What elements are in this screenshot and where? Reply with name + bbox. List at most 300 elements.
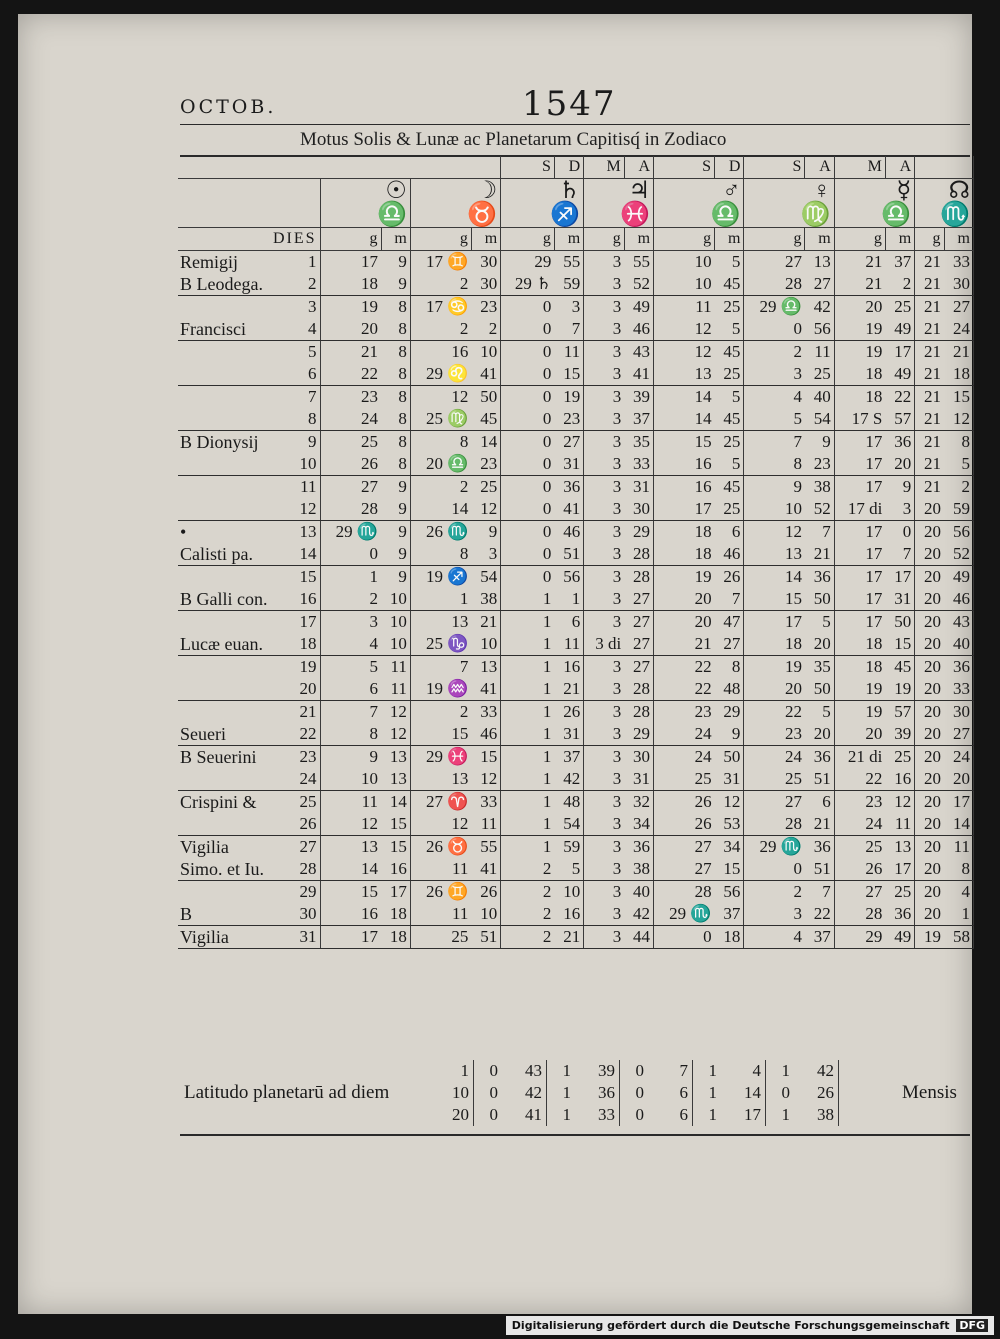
zodiac-sign: ♏ bbox=[940, 202, 970, 228]
latitude-value: 6 bbox=[648, 1082, 693, 1104]
day-number: 16 bbox=[280, 588, 320, 611]
position-value: 3 bbox=[554, 296, 583, 319]
unit-m: m bbox=[554, 228, 583, 251]
position-value: 21 bbox=[915, 453, 944, 476]
planet-symbol: ☊ bbox=[948, 178, 970, 204]
position-value: 3 bbox=[612, 522, 622, 541]
position-value: 20 bbox=[944, 768, 973, 791]
position-value: 28 bbox=[744, 273, 805, 296]
day-number: 18 bbox=[280, 633, 320, 656]
table-row bbox=[178, 791, 974, 814]
ephemeris-body bbox=[178, 251, 974, 949]
position-value: 2 bbox=[459, 702, 469, 721]
aspect-cell: A bbox=[885, 156, 914, 179]
saint-name: Calisti pa. bbox=[178, 543, 280, 566]
position-value: 19 bbox=[784, 657, 802, 676]
latitude-day: 1 bbox=[448, 1060, 474, 1082]
position-value: 20 bbox=[915, 588, 944, 611]
position-value: 29 ♏ bbox=[654, 903, 715, 926]
position-value: 26 bbox=[654, 813, 715, 836]
latitude-value: 1 bbox=[562, 1105, 571, 1124]
day-number: 31 bbox=[280, 926, 320, 949]
saint-name bbox=[178, 701, 280, 724]
position-value: 4 bbox=[944, 881, 973, 904]
position-value: 10 bbox=[554, 881, 583, 904]
position-value: 1 bbox=[542, 837, 552, 856]
position-value: 13 bbox=[471, 656, 500, 679]
planet-symbol: ♂ bbox=[722, 178, 741, 204]
position-value: 12 bbox=[410, 813, 471, 836]
position-value: 15 bbox=[885, 633, 914, 656]
day-number: 30 bbox=[280, 903, 320, 926]
position-value: 16 bbox=[320, 903, 381, 926]
position-value: 20 bbox=[924, 837, 942, 856]
latitude-value: 38 bbox=[794, 1104, 839, 1126]
position-value: 6 bbox=[805, 791, 834, 814]
position-value: 19 bbox=[694, 567, 712, 586]
position-value: 23 bbox=[744, 723, 805, 746]
latitude-value: 0 bbox=[781, 1083, 790, 1102]
position-value: 29 ♌ bbox=[410, 363, 471, 386]
position-value: 17 bbox=[361, 252, 379, 271]
position-value: 29 bbox=[534, 252, 552, 271]
position-value: 40 bbox=[805, 386, 834, 409]
position-value: 8 bbox=[381, 296, 410, 319]
position-value: 11 bbox=[695, 297, 712, 316]
position-value: 29 bbox=[715, 701, 744, 724]
position-value: 19 bbox=[865, 702, 883, 721]
day-number: 12 bbox=[280, 498, 320, 521]
position-value: 8 bbox=[715, 656, 744, 679]
latitude-value: 7 bbox=[648, 1060, 693, 1082]
day-number: 5 bbox=[280, 341, 320, 364]
position-value: 26 bbox=[694, 792, 712, 811]
latitude-value: 1 bbox=[708, 1061, 717, 1080]
position-value: 46 bbox=[624, 318, 653, 341]
position-value: 30 bbox=[624, 746, 653, 769]
position-value: 11 bbox=[471, 813, 500, 836]
position-value: 40 bbox=[624, 881, 653, 904]
position-value: 2 bbox=[459, 477, 469, 496]
position-value: 35 bbox=[805, 656, 834, 679]
bottom-rule bbox=[180, 1134, 970, 1136]
position-value: 3 bbox=[471, 543, 500, 566]
position-value: 52 bbox=[805, 498, 834, 521]
saint-name bbox=[178, 566, 280, 589]
position-value: 13 bbox=[805, 251, 834, 274]
saint-name: Vigilia bbox=[178, 926, 280, 949]
aspect-cell: D bbox=[554, 156, 583, 179]
position-value: 57 bbox=[885, 408, 914, 431]
latitude-value: 0 bbox=[489, 1105, 498, 1124]
position-value: 42 bbox=[805, 296, 834, 319]
position-value: 9 bbox=[471, 521, 500, 544]
aspect-row bbox=[178, 156, 974, 179]
position-value: 17 bbox=[834, 543, 885, 566]
position-value: 24 bbox=[654, 723, 715, 746]
position-value: 0 bbox=[501, 453, 555, 476]
unit-m: m bbox=[715, 228, 744, 251]
zodiac-sign: ♐ bbox=[550, 202, 581, 228]
position-value: 3 bbox=[612, 702, 622, 721]
position-value: 47 bbox=[715, 611, 744, 634]
position-value: 56 bbox=[944, 521, 973, 544]
position-value: 40 bbox=[944, 633, 973, 656]
position-value: 28 bbox=[624, 678, 653, 701]
table-row bbox=[178, 341, 974, 364]
position-value: 31 bbox=[624, 768, 653, 791]
position-value: 20 bbox=[915, 678, 944, 701]
position-value: 9 bbox=[369, 747, 379, 766]
position-value: 7 bbox=[459, 657, 469, 676]
saint-name: B bbox=[178, 903, 280, 926]
position-value: 17 bbox=[885, 566, 914, 589]
position-value: 4 bbox=[320, 633, 381, 656]
position-value: 22 bbox=[694, 657, 712, 676]
position-value: 3 bbox=[612, 792, 622, 811]
position-value: 20 ♎ bbox=[410, 453, 471, 476]
position-value: 31 bbox=[624, 476, 653, 499]
position-value: 21 bbox=[471, 611, 500, 634]
position-value: 11 bbox=[381, 656, 410, 679]
position-value: 18 bbox=[654, 543, 715, 566]
position-value: 25 ♑ bbox=[410, 633, 471, 656]
latitude-value: 1 bbox=[708, 1105, 717, 1124]
position-value: 17 bbox=[865, 567, 883, 586]
planet-header bbox=[654, 179, 744, 228]
position-value: 49 bbox=[624, 296, 653, 319]
position-value: 3 bbox=[584, 408, 625, 431]
position-value: 13 bbox=[654, 363, 715, 386]
position-value: 13 bbox=[885, 836, 914, 859]
position-value: 21 bbox=[805, 543, 834, 566]
position-value: 27 bbox=[784, 252, 802, 271]
position-value: 21 bbox=[805, 813, 834, 836]
zodiac-sign: ♎ bbox=[881, 202, 912, 228]
position-value: 9 bbox=[381, 273, 410, 296]
aspect-cell: M bbox=[584, 156, 625, 179]
position-value: 31 bbox=[885, 588, 914, 611]
position-value: 37 bbox=[805, 926, 834, 949]
position-value: 9 bbox=[381, 543, 410, 566]
saint-name bbox=[178, 296, 280, 319]
position-value: 16 bbox=[451, 342, 469, 361]
position-value: 0 bbox=[744, 318, 805, 341]
position-value: 12 bbox=[471, 768, 500, 791]
position-value: 3 bbox=[584, 588, 625, 611]
position-value: 3 bbox=[612, 432, 622, 451]
saint-name bbox=[178, 611, 280, 634]
position-value: 15 bbox=[715, 858, 744, 881]
position-value: 15 bbox=[944, 386, 973, 409]
planet-header bbox=[501, 179, 584, 228]
position-value: 12 bbox=[654, 318, 715, 341]
planet-symbol: ☉ bbox=[385, 178, 407, 204]
day-number: 7 bbox=[280, 386, 320, 409]
position-value: 23 bbox=[805, 453, 834, 476]
latitude-value: 6 bbox=[648, 1104, 693, 1126]
position-value: 1 bbox=[542, 702, 552, 721]
position-value: 3 bbox=[584, 903, 625, 926]
position-value: 13 bbox=[410, 768, 471, 791]
position-value: 33 bbox=[471, 791, 500, 814]
position-value: 34 bbox=[624, 813, 653, 836]
position-value: 17 bbox=[865, 522, 883, 541]
position-value: 30 bbox=[471, 273, 500, 296]
position-value: 21 bbox=[915, 363, 944, 386]
aspect-blank bbox=[178, 156, 501, 179]
day-number: 11 bbox=[280, 476, 320, 499]
position-value: 21 bbox=[924, 297, 942, 316]
position-value: 19 bbox=[915, 926, 944, 949]
latitude-value: 41 bbox=[502, 1104, 547, 1126]
position-value: 3 bbox=[584, 543, 625, 566]
saint-name: Francisci bbox=[178, 318, 280, 341]
position-value: 24 bbox=[834, 813, 885, 836]
position-value: 50 bbox=[471, 386, 500, 409]
table-row bbox=[178, 881, 974, 904]
position-value: 22 bbox=[784, 702, 802, 721]
position-value: 41 bbox=[471, 678, 500, 701]
day-number: 4 bbox=[280, 318, 320, 341]
position-value: 25 bbox=[715, 498, 744, 521]
day-number: 23 bbox=[280, 746, 320, 769]
position-value: 42 bbox=[624, 903, 653, 926]
planet-symbol: ♃ bbox=[628, 178, 651, 204]
day-number: 14 bbox=[280, 543, 320, 566]
day-number: 27 bbox=[280, 836, 320, 859]
position-value: 17 bbox=[944, 791, 973, 814]
position-value: 21 bbox=[915, 318, 944, 341]
position-value: 20 bbox=[915, 633, 944, 656]
position-value: 7 bbox=[805, 881, 834, 904]
latitude-value: 1 bbox=[562, 1083, 571, 1102]
position-value: 4 bbox=[744, 926, 805, 949]
position-value: 17 bbox=[784, 612, 802, 631]
position-value: 17 ♋ bbox=[425, 297, 469, 316]
position-value: 45 bbox=[715, 273, 744, 296]
table-row bbox=[178, 408, 974, 431]
position-value: 26 bbox=[554, 701, 583, 724]
position-value: 24 bbox=[320, 408, 381, 431]
position-value: 12 bbox=[381, 701, 410, 724]
aspect-cell: D bbox=[715, 156, 744, 179]
position-value: 6 bbox=[715, 521, 744, 544]
latitude-value: 42 bbox=[794, 1060, 839, 1082]
footer-text: Digitalisierung gefördert durch die Deutsche Forschungsgemeinschaft bbox=[511, 1319, 950, 1332]
position-value: 21 bbox=[944, 341, 973, 364]
aspect-cell: M bbox=[834, 156, 885, 179]
position-value: 50 bbox=[805, 588, 834, 611]
position-value: 11 bbox=[554, 341, 583, 364]
position-value: 9 bbox=[793, 477, 802, 496]
position-value: 22 bbox=[885, 386, 914, 409]
position-value: 15 bbox=[554, 363, 583, 386]
saint-name bbox=[178, 656, 280, 679]
position-value: 57 bbox=[885, 701, 914, 724]
table-row bbox=[178, 521, 974, 544]
position-value: 19 bbox=[885, 678, 914, 701]
position-value: 33 bbox=[471, 701, 500, 724]
unit-m: m bbox=[944, 228, 973, 251]
position-value: 28 bbox=[624, 543, 653, 566]
position-value: 23 bbox=[361, 387, 379, 406]
position-value: 49 bbox=[885, 318, 914, 341]
position-value: 18 bbox=[381, 903, 410, 926]
position-value: 23 bbox=[471, 296, 500, 319]
position-value: 18 bbox=[865, 387, 883, 406]
position-value: 21 bbox=[654, 633, 715, 656]
position-value: 44 bbox=[624, 926, 653, 949]
position-value: 18 bbox=[834, 633, 885, 656]
table-row bbox=[178, 701, 974, 724]
table-row bbox=[178, 903, 974, 926]
position-value: 27 bbox=[715, 633, 744, 656]
position-value: 10 bbox=[320, 768, 381, 791]
position-value: 37 bbox=[554, 746, 583, 769]
position-value: 8 bbox=[381, 453, 410, 476]
saint-name: • bbox=[180, 521, 187, 542]
position-value: 20 bbox=[915, 813, 944, 836]
position-value: 14 bbox=[654, 408, 715, 431]
position-value: 36 bbox=[805, 566, 834, 589]
position-value: 27 bbox=[784, 792, 802, 811]
position-value: 7 bbox=[885, 543, 914, 566]
latitude-row bbox=[448, 1060, 839, 1082]
saint-name: Simo. et Iu. bbox=[178, 858, 280, 881]
unit-g: g bbox=[915, 228, 944, 251]
day-number: 2 bbox=[280, 273, 320, 296]
aspect-cell: A bbox=[624, 156, 653, 179]
position-value: 30 bbox=[624, 498, 653, 521]
position-value: 34 bbox=[715, 836, 744, 859]
position-value: 39 bbox=[624, 386, 653, 409]
position-value: 25 bbox=[865, 837, 883, 856]
position-value: 24 bbox=[944, 318, 973, 341]
unit-g: g bbox=[320, 228, 381, 251]
saint-name bbox=[178, 813, 280, 836]
position-value: 2 bbox=[471, 318, 500, 341]
position-value: 5 bbox=[944, 453, 973, 476]
saint-name: B Galli con. bbox=[178, 588, 280, 611]
unit-g: g bbox=[834, 228, 885, 251]
latitude-row bbox=[448, 1082, 839, 1104]
position-value: 36 bbox=[944, 656, 973, 679]
position-value: 27 bbox=[865, 882, 883, 901]
latitude-value: 0 bbox=[635, 1083, 644, 1102]
position-value: 20 bbox=[915, 498, 944, 521]
position-value: 3 bbox=[612, 747, 622, 766]
table-row bbox=[178, 836, 974, 859]
position-value: 27 bbox=[624, 633, 653, 656]
table-row bbox=[178, 386, 974, 409]
position-value: 22 bbox=[805, 903, 834, 926]
position-value: 3 bbox=[612, 837, 622, 856]
position-value: 8 bbox=[381, 363, 410, 386]
position-value: 48 bbox=[715, 678, 744, 701]
position-value: 24 bbox=[784, 747, 802, 766]
position-value: 18 bbox=[944, 363, 973, 386]
latitude-value: 1 bbox=[562, 1061, 571, 1080]
position-value: 10 bbox=[744, 498, 805, 521]
position-value: 52 bbox=[944, 543, 973, 566]
position-value: 14 bbox=[320, 858, 381, 881]
table-row bbox=[178, 813, 974, 836]
position-value: 23 bbox=[865, 792, 883, 811]
position-value: 25 bbox=[885, 746, 914, 769]
planet-symbol: ♀ bbox=[812, 178, 831, 204]
planet-symbol-row bbox=[178, 179, 974, 228]
position-value: 5 bbox=[554, 858, 583, 881]
position-value: 3 bbox=[612, 252, 622, 271]
position-value: 20 bbox=[924, 882, 942, 901]
position-value: 21 bbox=[924, 342, 942, 361]
position-value: 54 bbox=[554, 813, 583, 836]
position-value: 16 bbox=[554, 903, 583, 926]
position-value: 26 bbox=[471, 881, 500, 904]
position-value: 46 bbox=[715, 543, 744, 566]
latitude-value: 0 bbox=[635, 1061, 644, 1080]
table-row bbox=[178, 926, 974, 949]
position-value: 10 bbox=[694, 252, 712, 271]
day-number: 13 bbox=[280, 521, 320, 544]
position-value: 19 ♐ bbox=[425, 567, 469, 586]
latitude-label: Latitudo planetarū ad diem bbox=[184, 1082, 390, 1103]
position-value: 29 ♏ bbox=[759, 837, 802, 856]
table-row bbox=[178, 476, 974, 499]
position-value: 28 bbox=[834, 903, 885, 926]
saint-name: B Leodega. bbox=[178, 273, 280, 296]
position-value: 0 bbox=[542, 432, 552, 451]
position-value: 46 bbox=[944, 588, 973, 611]
position-value: 1 bbox=[501, 768, 555, 791]
position-value: 20 bbox=[694, 612, 712, 631]
position-value: 54 bbox=[805, 408, 834, 431]
position-value: 28 bbox=[624, 566, 653, 589]
position-value: 8 bbox=[459, 432, 469, 451]
position-value: 27 bbox=[624, 611, 653, 634]
table-row bbox=[178, 498, 974, 521]
position-value: 11 bbox=[944, 836, 973, 859]
position-value: 0 bbox=[654, 926, 715, 949]
day-number: 19 bbox=[280, 656, 320, 679]
position-value: 17 bbox=[381, 881, 410, 904]
position-value: 17 bbox=[654, 498, 715, 521]
position-value: 0 bbox=[501, 318, 555, 341]
position-value: 3 bbox=[612, 387, 622, 406]
position-value: 19 bbox=[865, 342, 883, 361]
position-value: 37 bbox=[885, 251, 914, 274]
position-value: 17 bbox=[885, 341, 914, 364]
position-value: 16 bbox=[885, 768, 914, 791]
position-value: 21 bbox=[924, 387, 942, 406]
position-value: 6 bbox=[320, 678, 381, 701]
day-number: 6 bbox=[280, 363, 320, 386]
position-value: 54 bbox=[471, 566, 500, 589]
zodiac-sign: ♍ bbox=[800, 202, 831, 228]
position-value: 37 bbox=[715, 903, 744, 926]
position-value: 4 bbox=[793, 387, 802, 406]
position-value: 29 bbox=[624, 723, 653, 746]
position-value: 3 bbox=[584, 498, 625, 521]
position-value: 17 bbox=[865, 612, 883, 631]
position-value: 14 bbox=[410, 498, 471, 521]
position-value: 5 bbox=[715, 386, 744, 409]
position-value: 23 bbox=[554, 408, 583, 431]
position-value: 55 bbox=[624, 251, 653, 274]
position-value: 17 ♊ bbox=[425, 252, 469, 271]
position-value: 21 bbox=[924, 252, 942, 271]
